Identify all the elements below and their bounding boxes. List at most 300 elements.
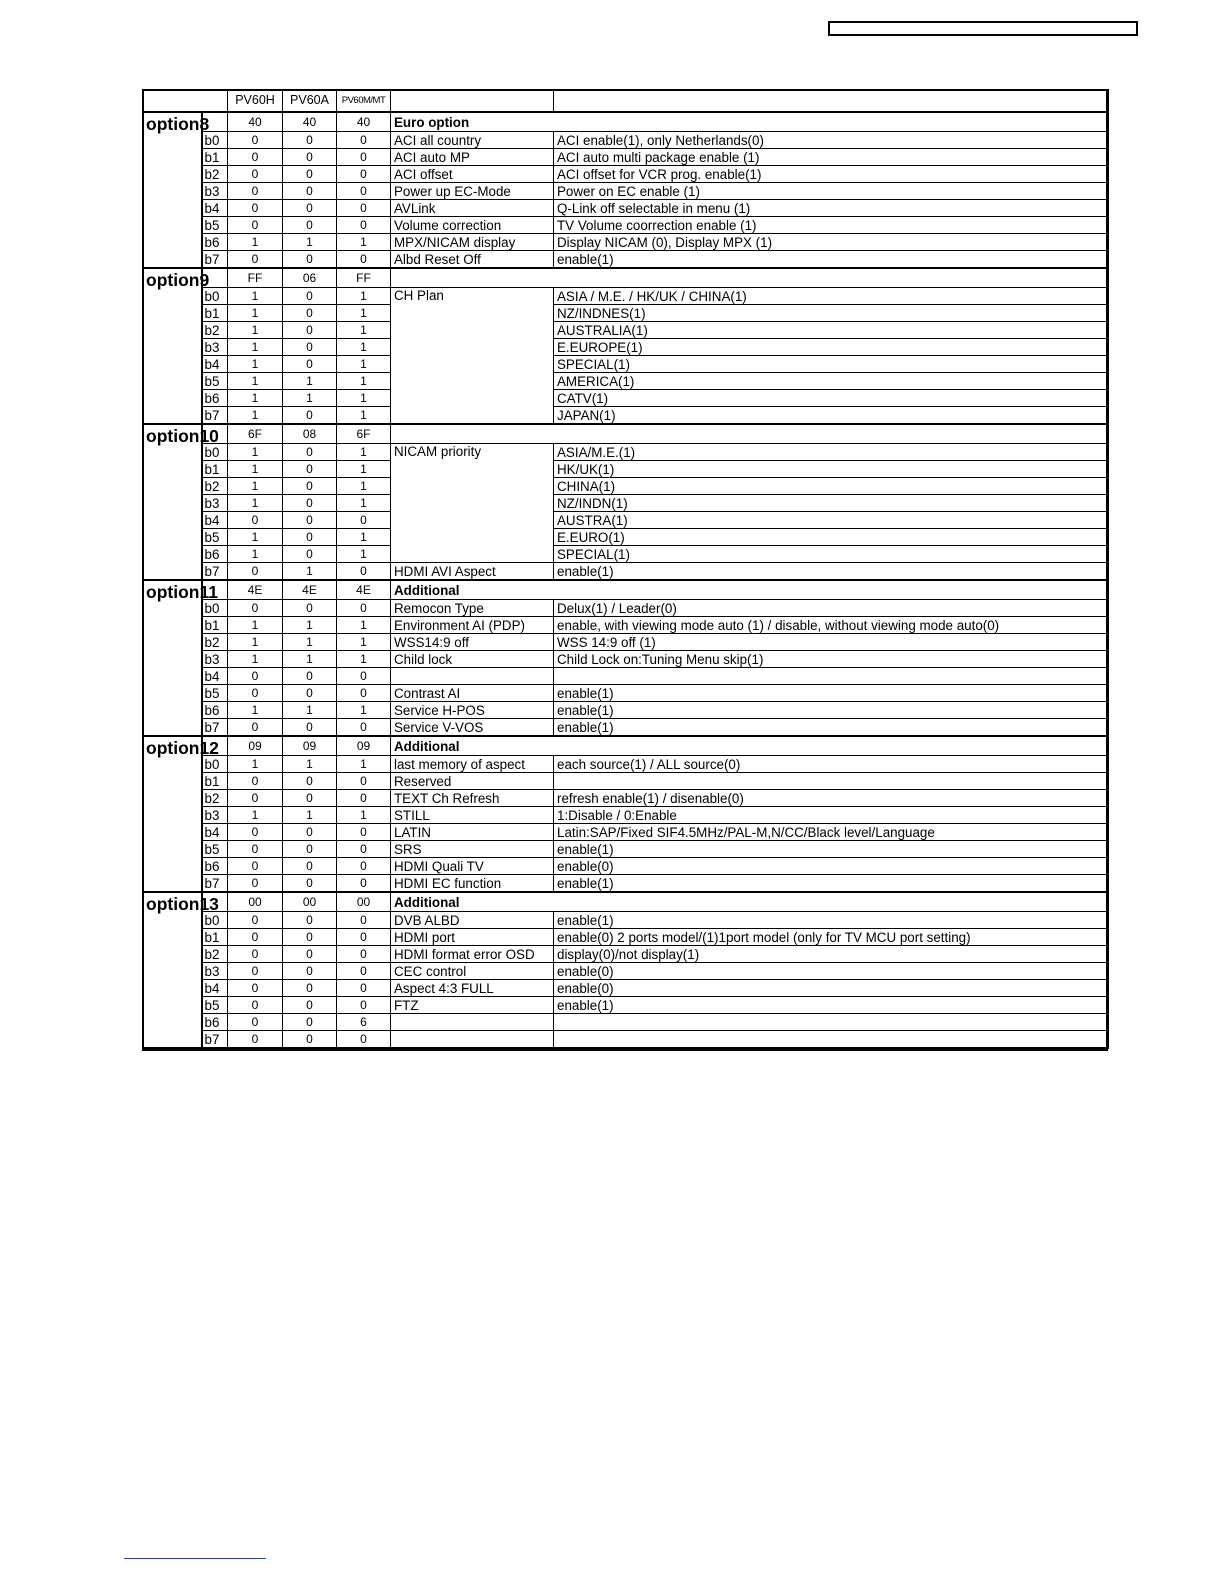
bit-value-pv60m: 0 bbox=[337, 217, 391, 234]
bit-value-pv60a: 0 bbox=[283, 132, 337, 149]
setting-name: WSS14:9 off bbox=[391, 634, 554, 651]
bit-value-pv60a: 0 bbox=[283, 790, 337, 807]
bit-value-pv60m: 1 bbox=[337, 546, 391, 563]
setting-description: enable(1) bbox=[554, 997, 1109, 1014]
bit-row bbox=[143, 234, 1109, 251]
bit-value-pv60a: 1 bbox=[283, 756, 337, 773]
bit-value-pv60h: 0 bbox=[228, 200, 283, 217]
option-value-pv60m: 4E bbox=[337, 580, 391, 600]
bit-row bbox=[143, 529, 1109, 546]
option-header-row bbox=[143, 892, 1109, 912]
setting-name: SRS bbox=[391, 841, 554, 858]
setting-name: Albd Reset Off bbox=[391, 251, 554, 269]
setting-description: AUSTRALIA(1) bbox=[554, 322, 1109, 339]
bit-label: b1 bbox=[202, 149, 228, 166]
bit-value-pv60m: 1 bbox=[337, 651, 391, 668]
setting-name: DVB ALBD bbox=[391, 912, 554, 929]
bit-row bbox=[143, 756, 1109, 773]
bit-row bbox=[143, 373, 1109, 390]
setting-description: refresh enable(1) / disenable(0) bbox=[554, 790, 1109, 807]
bit-label: b1 bbox=[202, 929, 228, 946]
bit-value-pv60m: 1 bbox=[337, 495, 391, 512]
bit-row bbox=[143, 149, 1109, 166]
option-group-label: option13 bbox=[143, 892, 202, 1048]
bit-value-pv60a: 0 bbox=[283, 149, 337, 166]
header-model-pv60m: PV60M/MT bbox=[337, 90, 391, 113]
option-value-pv60a: 06 bbox=[283, 268, 337, 288]
setting-description: enable(1) bbox=[554, 719, 1109, 737]
bit-row bbox=[143, 997, 1109, 1014]
bit-label: b1 bbox=[202, 461, 228, 478]
bit-label: b6 bbox=[202, 858, 228, 875]
option-header-row bbox=[143, 424, 1109, 444]
bit-label: b4 bbox=[202, 356, 228, 373]
bit-value-pv60h: 1 bbox=[228, 461, 283, 478]
setting-name: ACI all country bbox=[391, 132, 554, 149]
bit-value-pv60a: 1 bbox=[283, 234, 337, 251]
setting-name: CEC control bbox=[391, 963, 554, 980]
bit-value-pv60a: 0 bbox=[283, 668, 337, 685]
bit-value-pv60h: 1 bbox=[228, 617, 283, 634]
option-value-pv60m: 40 bbox=[337, 112, 391, 132]
bit-value-pv60h: 1 bbox=[228, 305, 283, 322]
bit-value-pv60m: 1 bbox=[337, 339, 391, 356]
option-value-pv60m: 09 bbox=[337, 736, 391, 756]
bit-row bbox=[143, 339, 1109, 356]
bit-value-pv60h: 0 bbox=[228, 563, 283, 581]
setting-description: NZ/INDNES(1) bbox=[554, 305, 1109, 322]
bit-value-pv60h: 0 bbox=[228, 685, 283, 702]
setting-description: enable(1) bbox=[554, 685, 1109, 702]
bit-value-pv60m: 0 bbox=[337, 719, 391, 737]
option-heading bbox=[391, 424, 1109, 444]
bit-value-pv60h: 0 bbox=[228, 997, 283, 1014]
bit-value-pv60a: 0 bbox=[283, 356, 337, 373]
bit-value-pv60m: 0 bbox=[337, 200, 391, 217]
setting-name: Remocon Type bbox=[391, 600, 554, 617]
bit-value-pv60h: 1 bbox=[228, 651, 283, 668]
bit-value-pv60h: 0 bbox=[228, 132, 283, 149]
bit-value-pv60m: 0 bbox=[337, 858, 391, 875]
bit-label: b4 bbox=[202, 512, 228, 529]
bit-label: b5 bbox=[202, 529, 228, 546]
option-value-pv60h: 00 bbox=[228, 892, 283, 912]
bit-label: b5 bbox=[202, 217, 228, 234]
setting-name: HDMI format error OSD bbox=[391, 946, 554, 963]
setting-name bbox=[391, 1014, 554, 1031]
bit-label: b6 bbox=[202, 1014, 228, 1031]
bit-row bbox=[143, 444, 1109, 461]
bit-value-pv60a: 1 bbox=[283, 702, 337, 719]
bit-value-pv60h: 1 bbox=[228, 634, 283, 651]
bit-row bbox=[143, 166, 1109, 183]
bit-value-pv60a: 0 bbox=[283, 444, 337, 461]
option-value-pv60m: 6F bbox=[337, 424, 391, 444]
setting-name: Reserved bbox=[391, 773, 554, 790]
bit-value-pv60m: 1 bbox=[337, 407, 391, 425]
bit-value-pv60m: 1 bbox=[337, 756, 391, 773]
setting-name: NICAM priority bbox=[391, 444, 554, 563]
bit-value-pv60m: 0 bbox=[337, 997, 391, 1014]
setting-name: Aspect 4:3 FULL bbox=[391, 980, 554, 997]
setting-description: Power on EC enable (1) bbox=[554, 183, 1109, 200]
bit-value-pv60m: 0 bbox=[337, 668, 391, 685]
option-value-pv60h: FF bbox=[228, 268, 283, 288]
setting-description: Delux(1) / Leader(0) bbox=[554, 600, 1109, 617]
bit-value-pv60h: 1 bbox=[228, 807, 283, 824]
option-header-row bbox=[143, 268, 1109, 288]
bit-value-pv60h: 0 bbox=[228, 790, 283, 807]
bit-value-pv60m: 0 bbox=[337, 600, 391, 617]
bit-value-pv60a: 0 bbox=[283, 200, 337, 217]
bit-value-pv60m: 0 bbox=[337, 149, 391, 166]
bit-value-pv60h: 1 bbox=[228, 702, 283, 719]
setting-description: each source(1) / ALL source(0) bbox=[554, 756, 1109, 773]
bit-value-pv60m: 1 bbox=[337, 478, 391, 495]
bit-value-pv60a: 0 bbox=[283, 166, 337, 183]
bit-row bbox=[143, 685, 1109, 702]
header-model-pv60h: PV60H bbox=[228, 90, 283, 113]
bit-value-pv60h: 1 bbox=[228, 373, 283, 390]
setting-description: CHINA(1) bbox=[554, 478, 1109, 495]
bit-value-pv60h: 1 bbox=[228, 756, 283, 773]
setting-description: Q-Link off selectable in menu (1) bbox=[554, 200, 1109, 217]
setting-description: JAPAN(1) bbox=[554, 407, 1109, 425]
bit-value-pv60a: 0 bbox=[283, 251, 337, 269]
bit-row bbox=[143, 790, 1109, 807]
bit-value-pv60a: 0 bbox=[283, 685, 337, 702]
setting-description: NZ/INDN(1) bbox=[554, 495, 1109, 512]
bit-value-pv60a: 0 bbox=[283, 217, 337, 234]
option-heading: Additional bbox=[391, 736, 1109, 756]
bit-value-pv60h: 1 bbox=[228, 288, 283, 305]
option-group-label: option10 bbox=[143, 424, 202, 580]
bit-label: b2 bbox=[202, 166, 228, 183]
bit-value-pv60a: 0 bbox=[283, 980, 337, 997]
setting-description: 1:Disable / 0:Enable bbox=[554, 807, 1109, 824]
setting-name: ACI auto MP bbox=[391, 149, 554, 166]
option-value-pv60m: 00 bbox=[337, 892, 391, 912]
bit-value-pv60a: 0 bbox=[283, 1031, 337, 1049]
bit-value-pv60a: 0 bbox=[283, 773, 337, 790]
setting-description bbox=[554, 773, 1109, 790]
bit-label: b3 bbox=[202, 495, 228, 512]
bit-value-pv60m: 0 bbox=[337, 790, 391, 807]
bit-value-pv60m: 1 bbox=[337, 356, 391, 373]
bit-value-pv60h: 0 bbox=[228, 512, 283, 529]
bit-label: b1 bbox=[202, 617, 228, 634]
setting-name: LATIN bbox=[391, 824, 554, 841]
bit-value-pv60h: 0 bbox=[228, 1031, 283, 1049]
bit-label: b4 bbox=[202, 824, 228, 841]
bit-row bbox=[143, 963, 1109, 980]
option-group-label: option11 bbox=[143, 580, 202, 736]
bit-value-pv60a: 0 bbox=[283, 946, 337, 963]
bit-row bbox=[143, 563, 1109, 581]
bit-value-pv60m: 1 bbox=[337, 634, 391, 651]
bit-value-pv60h: 1 bbox=[228, 529, 283, 546]
bit-value-pv60h: 0 bbox=[228, 217, 283, 234]
setting-description: enable(1) bbox=[554, 563, 1109, 581]
bit-value-pv60m: 1 bbox=[337, 702, 391, 719]
bit-value-pv60m: 0 bbox=[337, 773, 391, 790]
setting-description: enable(1) bbox=[554, 251, 1109, 269]
bit-value-pv60h: 0 bbox=[228, 875, 283, 893]
bit-value-pv60h: 0 bbox=[228, 149, 283, 166]
bit-row bbox=[143, 200, 1109, 217]
bit-value-pv60a: 1 bbox=[283, 651, 337, 668]
bit-value-pv60m: 0 bbox=[337, 912, 391, 929]
bit-value-pv60m: 1 bbox=[337, 444, 391, 461]
bit-label: b7 bbox=[202, 563, 228, 581]
bit-value-pv60a: 0 bbox=[283, 912, 337, 929]
bit-value-pv60h: 1 bbox=[228, 356, 283, 373]
setting-name: MPX/NICAM display bbox=[391, 234, 554, 251]
bit-row bbox=[143, 980, 1109, 997]
bit-value-pv60a: 1 bbox=[283, 563, 337, 581]
bit-value-pv60m: 0 bbox=[337, 875, 391, 893]
bit-label: b0 bbox=[202, 288, 228, 305]
option-heading: Euro option bbox=[391, 112, 1109, 132]
bit-value-pv60a: 0 bbox=[283, 495, 337, 512]
bit-value-pv60h: 1 bbox=[228, 339, 283, 356]
bit-value-pv60m: 0 bbox=[337, 685, 391, 702]
bit-label: b1 bbox=[202, 773, 228, 790]
bit-row bbox=[143, 546, 1109, 563]
bit-row bbox=[143, 617, 1109, 634]
option-value-pv60a: 09 bbox=[283, 736, 337, 756]
option-value-pv60a: 4E bbox=[283, 580, 337, 600]
bit-value-pv60m: 1 bbox=[337, 461, 391, 478]
bit-value-pv60h: 0 bbox=[228, 183, 283, 200]
bit-value-pv60a: 0 bbox=[283, 824, 337, 841]
bit-value-pv60m: 1 bbox=[337, 529, 391, 546]
bit-row bbox=[143, 305, 1109, 322]
bit-label: b6 bbox=[202, 546, 228, 563]
bit-value-pv60a: 0 bbox=[283, 929, 337, 946]
bit-label: b7 bbox=[202, 407, 228, 425]
setting-name: Child lock bbox=[391, 651, 554, 668]
bit-row bbox=[143, 858, 1109, 875]
bit-value-pv60a: 1 bbox=[283, 373, 337, 390]
bit-value-pv60m: 0 bbox=[337, 929, 391, 946]
bit-value-pv60m: 1 bbox=[337, 390, 391, 407]
setting-description bbox=[554, 1031, 1109, 1049]
bit-value-pv60h: 1 bbox=[228, 407, 283, 425]
bit-value-pv60m: 1 bbox=[337, 234, 391, 251]
bit-value-pv60a: 0 bbox=[283, 339, 337, 356]
setting-name: ACI offset bbox=[391, 166, 554, 183]
bit-label: b4 bbox=[202, 200, 228, 217]
bit-value-pv60m: 1 bbox=[337, 322, 391, 339]
footer-rule bbox=[124, 1558, 266, 1559]
bit-value-pv60a: 1 bbox=[283, 807, 337, 824]
bit-row bbox=[143, 132, 1109, 149]
bit-label: b3 bbox=[202, 651, 228, 668]
bit-row bbox=[143, 407, 1109, 425]
bit-row bbox=[143, 461, 1109, 478]
bit-value-pv60m: 0 bbox=[337, 132, 391, 149]
bit-label: b2 bbox=[202, 790, 228, 807]
bit-value-pv60a: 0 bbox=[283, 963, 337, 980]
bit-value-pv60a: 0 bbox=[283, 183, 337, 200]
setting-description: enable(1) bbox=[554, 912, 1109, 929]
bit-value-pv60m: 0 bbox=[337, 251, 391, 269]
bit-value-pv60m: 0 bbox=[337, 841, 391, 858]
setting-description bbox=[554, 668, 1109, 685]
setting-description: enable(0) bbox=[554, 980, 1109, 997]
bit-label: b7 bbox=[202, 719, 228, 737]
bit-value-pv60m: 1 bbox=[337, 305, 391, 322]
bit-label: b0 bbox=[202, 132, 228, 149]
setting-name: last memory of aspect bbox=[391, 756, 554, 773]
option-heading bbox=[391, 268, 1109, 288]
bit-value-pv60h: 0 bbox=[228, 824, 283, 841]
setting-name bbox=[391, 1031, 554, 1049]
setting-description: Display NICAM (0), Display MPX (1) bbox=[554, 234, 1109, 251]
bit-row bbox=[143, 719, 1109, 737]
setting-name: HDMI EC function bbox=[391, 875, 554, 893]
setting-description: AUSTRA(1) bbox=[554, 512, 1109, 529]
bit-value-pv60a: 0 bbox=[283, 841, 337, 858]
bit-label: b7 bbox=[202, 875, 228, 893]
bit-value-pv60m: 0 bbox=[337, 1031, 391, 1049]
setting-description: SPECIAL(1) bbox=[554, 356, 1109, 373]
bit-label: b4 bbox=[202, 980, 228, 997]
option-value-pv60h: 4E bbox=[228, 580, 283, 600]
setting-name: Volume correction bbox=[391, 217, 554, 234]
setting-description: ACI auto multi package enable (1) bbox=[554, 149, 1109, 166]
bit-value-pv60h: 1 bbox=[228, 444, 283, 461]
setting-name: HDMI AVI Aspect bbox=[391, 563, 554, 581]
bit-row bbox=[143, 929, 1109, 946]
header-blank bbox=[143, 90, 228, 113]
bit-row bbox=[143, 478, 1109, 495]
option-value-pv60h: 40 bbox=[228, 112, 283, 132]
header-model-pv60a: PV60A bbox=[283, 90, 337, 113]
bit-value-pv60h: 0 bbox=[228, 166, 283, 183]
setting-description: enable(1) bbox=[554, 875, 1109, 893]
bit-value-pv60a: 0 bbox=[283, 461, 337, 478]
bit-label: b6 bbox=[202, 234, 228, 251]
bit-value-pv60m: 0 bbox=[337, 963, 391, 980]
bit-label: b0 bbox=[202, 912, 228, 929]
bit-row bbox=[143, 875, 1109, 893]
header-name bbox=[391, 90, 554, 113]
setting-description: AMERICA(1) bbox=[554, 373, 1109, 390]
bit-row bbox=[143, 651, 1109, 668]
bit-value-pv60h: 0 bbox=[228, 980, 283, 997]
bit-value-pv60a: 0 bbox=[283, 478, 337, 495]
option-heading: Additional bbox=[391, 892, 1109, 912]
setting-name: CH Plan bbox=[391, 288, 554, 425]
bit-row bbox=[143, 251, 1109, 269]
bit-value-pv60m: 1 bbox=[337, 373, 391, 390]
bit-value-pv60h: 0 bbox=[228, 1014, 283, 1031]
option-table-body bbox=[143, 90, 1109, 1049]
bit-value-pv60h: 1 bbox=[228, 546, 283, 563]
option-group-label: option12 bbox=[143, 736, 202, 892]
bit-value-pv60h: 0 bbox=[228, 719, 283, 737]
option-value-pv60h: 6F bbox=[228, 424, 283, 444]
bit-row bbox=[143, 1031, 1109, 1049]
setting-name: Service V-VOS bbox=[391, 719, 554, 737]
option-value-pv60h: 09 bbox=[228, 736, 283, 756]
option-value-pv60a: 40 bbox=[283, 112, 337, 132]
bit-label: b3 bbox=[202, 963, 228, 980]
option-header-row bbox=[143, 580, 1109, 600]
bit-value-pv60a: 0 bbox=[283, 1014, 337, 1031]
setting-description: enable(0) 2 ports model/(1)1port model (only for TV MCU port setting) bbox=[554, 929, 1109, 946]
bit-value-pv60m: 0 bbox=[337, 183, 391, 200]
bit-value-pv60a: 0 bbox=[283, 529, 337, 546]
column-header-row bbox=[143, 90, 1109, 113]
setting-description: ACI offset for VCR prog. enable(1) bbox=[554, 166, 1109, 183]
bit-value-pv60h: 0 bbox=[228, 946, 283, 963]
option-group-label: option9 bbox=[143, 268, 202, 424]
bit-row bbox=[143, 773, 1109, 790]
bit-value-pv60a: 0 bbox=[283, 875, 337, 893]
bit-row bbox=[143, 512, 1109, 529]
setting-description: enable(0) bbox=[554, 858, 1109, 875]
bit-value-pv60m: 0 bbox=[337, 824, 391, 841]
bit-label: b5 bbox=[202, 841, 228, 858]
option-table bbox=[142, 89, 1109, 1049]
setting-description: HK/UK(1) bbox=[554, 461, 1109, 478]
bit-value-pv60h: 0 bbox=[228, 600, 283, 617]
bit-label: b6 bbox=[202, 390, 228, 407]
bit-value-pv60a: 1 bbox=[283, 390, 337, 407]
setting-description: TV Volume coorrection enable (1) bbox=[554, 217, 1109, 234]
bit-value-pv60m: 0 bbox=[337, 946, 391, 963]
bit-row bbox=[143, 288, 1109, 305]
setting-description: enable, with viewing mode auto (1) / disable, without viewing mode auto(0) bbox=[554, 617, 1109, 634]
bit-row bbox=[143, 356, 1109, 373]
setting-description: SPECIAL(1) bbox=[554, 546, 1109, 563]
bit-row bbox=[143, 495, 1109, 512]
bit-row bbox=[143, 807, 1109, 824]
bit-value-pv60m: 6 bbox=[337, 1014, 391, 1031]
bit-label: b2 bbox=[202, 478, 228, 495]
bit-label: b3 bbox=[202, 183, 228, 200]
bit-value-pv60h: 0 bbox=[228, 929, 283, 946]
bit-row bbox=[143, 841, 1109, 858]
bit-row bbox=[143, 183, 1109, 200]
bit-value-pv60a: 0 bbox=[283, 997, 337, 1014]
bit-label: b2 bbox=[202, 634, 228, 651]
setting-name: TEXT Ch Refresh bbox=[391, 790, 554, 807]
bit-label: b3 bbox=[202, 339, 228, 356]
setting-description: ASIA / M.E. / HK/UK / CHINA(1) bbox=[554, 288, 1109, 305]
setting-name: FTZ bbox=[391, 997, 554, 1014]
bit-value-pv60a: 0 bbox=[283, 407, 337, 425]
header-desc bbox=[554, 90, 1109, 113]
setting-name: Power up EC-Mode bbox=[391, 183, 554, 200]
bit-label: b0 bbox=[202, 756, 228, 773]
bit-value-pv60m: 1 bbox=[337, 807, 391, 824]
option-header-row bbox=[143, 736, 1109, 756]
bit-value-pv60h: 1 bbox=[228, 478, 283, 495]
bit-value-pv60a: 0 bbox=[283, 546, 337, 563]
setting-name: STILL bbox=[391, 807, 554, 824]
option-value-pv60m: FF bbox=[337, 268, 391, 288]
bit-row bbox=[143, 1014, 1109, 1031]
setting-description: enable(1) bbox=[554, 841, 1109, 858]
bit-value-pv60m: 0 bbox=[337, 512, 391, 529]
bit-value-pv60m: 1 bbox=[337, 288, 391, 305]
bit-label: b3 bbox=[202, 807, 228, 824]
bit-value-pv60h: 0 bbox=[228, 963, 283, 980]
